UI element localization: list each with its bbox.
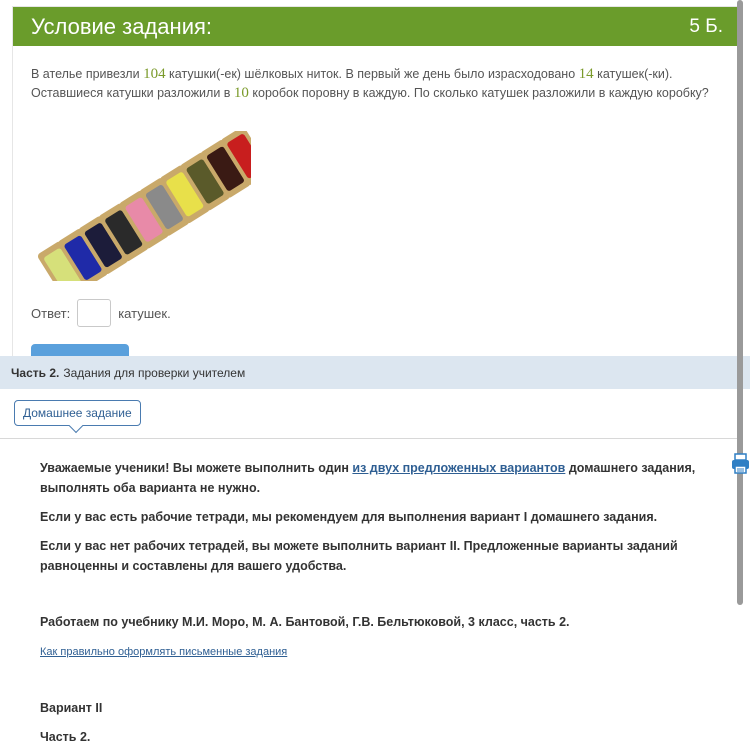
task-text-part: катушек(-ки). Оставшиеся катушки разложили в: [31, 67, 673, 100]
homework-paragraph: [40, 458, 710, 498]
tab-homework[interactable]: Домашнее задание: [14, 400, 141, 426]
spacer: [40, 671, 710, 698]
answer-row: [31, 299, 171, 327]
answer-label: Ответ:: [31, 305, 71, 321]
variant-title: Вариант II: [40, 701, 103, 715]
task-text-part: В ателье привезли: [31, 67, 144, 81]
homework-text: домашнего задания, выполнять оба варианта не нужно.: [40, 461, 696, 495]
task-card: [12, 6, 738, 360]
answer-input[interactable]: [77, 299, 111, 327]
task-text-part: катушки(-ек) шёлковых ниток. В первый же день было израсходовано: [165, 67, 579, 81]
thread-spools-image: [31, 131, 251, 281]
scrollbar[interactable]: [737, 0, 743, 605]
homework-text: Уважаемые ученики! Вы можете выполнить один: [40, 461, 353, 475]
variants-link[interactable]: из двух предложенных вариантов: [352, 461, 566, 475]
task-number: 14: [578, 66, 594, 82]
homework-paragraph: Если у вас есть рабочие тетради, мы рекомендуем для выполнения вариант I домашнего задания.: [40, 510, 658, 524]
task-header: [13, 7, 737, 46]
howto-link[interactable]: Как правильно оформлять письменные задания: [40, 646, 288, 658]
task-text: [31, 65, 721, 102]
task-number: 104: [143, 66, 166, 82]
part2-description: Задания для проверки учителем: [63, 365, 246, 380]
spacer: [40, 585, 710, 612]
task-title: Условие задания:: [31, 13, 213, 39]
answer-unit: катушек.: [118, 305, 171, 321]
part-title: Часть 2.: [40, 730, 91, 744]
homework-content: [40, 458, 710, 756]
task-number: 10: [233, 84, 249, 101]
divider: [0, 438, 740, 439]
task-text-part: коробок поровну в каждую. По сколько катушек разложили в каждую коробку?: [248, 85, 709, 100]
homework-paragraph: Если у вас нет рабочих тетрадей, вы можете выполнить вариант II. Предложенные варианты заданий равноценны и составлены для вашего удобства.: [40, 539, 678, 573]
task-points: 5 Б.: [689, 15, 723, 37]
part2-bar: [0, 356, 750, 389]
printer-icon[interactable]: [731, 453, 750, 475]
textbook-info: Работаем по учебнику М.И. Моро, М. А. Бантовой, Г.В. Бельтюковой, 3 класс, часть 2.: [40, 615, 570, 629]
part2-label: Часть 2.: [11, 365, 60, 380]
